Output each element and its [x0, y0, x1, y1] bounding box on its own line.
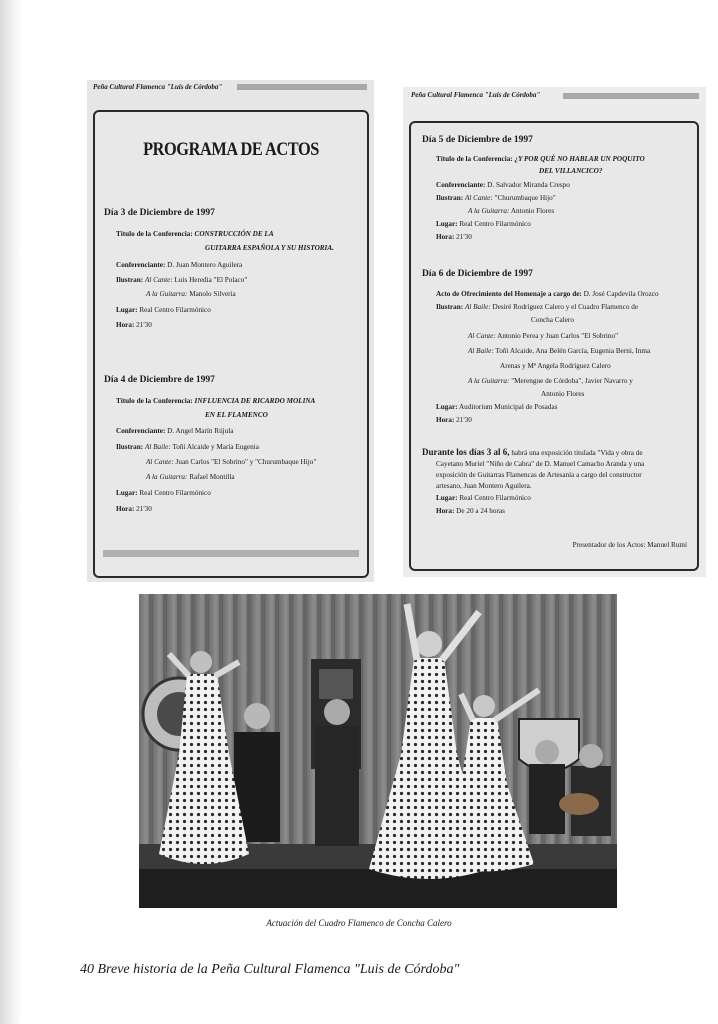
day-heading: Día 6 de Diciembre de 1997: [422, 269, 533, 279]
page-footer: 40 Breve historia de la Peña Cultural Flamenca "Luis de Córdoba": [80, 962, 460, 977]
time: Hora: 21'30: [116, 321, 152, 329]
program-panel-left: [87, 80, 374, 582]
conference-title: Título de la Conferencia: CONSTRUCCIÓN DE LA: [116, 230, 274, 238]
homage-act: Acto de Ofrecimiento del Homenaje a cargo de: D. José Capdevila Orozco: [436, 290, 659, 298]
performer-cante: Al Cante: Juan Carlos "El Sobrino" y "Churumbaque Hijo": [146, 458, 317, 466]
speaker: Conferenciante: D. Salvador Miranda Crespo: [436, 181, 570, 189]
footer-rule: [103, 550, 359, 557]
exhibition-line: exposición de Guitarras Flamencas de Artesanía a cargo del constructor: [436, 471, 642, 479]
day-heading: Día 3 de Diciembre de 1997: [104, 208, 215, 218]
performer-cante: Ilustran: Al Cante: Luis Heredia "El Polaco": [116, 276, 248, 284]
header-rule: [237, 84, 367, 90]
venue: Lugar: Auditorium Municipal de Posadas: [436, 403, 558, 411]
performer-baile-2: Al Baile: Toñi Alcaide, Ana Belén García, Eugenia Berni, Inma: [468, 347, 651, 355]
day-heading: Día 5 de Diciembre de 1997: [422, 135, 533, 145]
program-title: PROGRAMA DE ACTOS: [143, 139, 319, 160]
performer-baile-2-cont: Arenas y Mª Angela Rodríguez Calero: [500, 362, 611, 370]
program-box: [409, 121, 699, 571]
performer-guitar: A la Guitarra: Rafael Montilla: [146, 473, 235, 481]
venue: Lugar: Real Centro Filarmónico: [436, 220, 531, 228]
conference-title: Título de la Conferencia: INFLUENCIA DE RICARDO MOLINA: [116, 397, 316, 405]
flamenco-performance-photo: [139, 594, 617, 908]
performer-guitar: A la Guitarra: Antonio Flores: [468, 207, 555, 215]
venue: Lugar: Real Centro Filarmónico: [116, 489, 211, 497]
speaker: Conferenciante: D. Juan Montero Aguilera: [116, 261, 243, 269]
venue: Lugar: Real Centro Filarmónico: [116, 306, 211, 314]
time: Hora: 21'30: [436, 416, 472, 424]
header-rule: [563, 93, 699, 99]
exhibition-line: Durante los días 3 al 6, habrá una exposición titulada "Vida y obra de: [422, 447, 643, 457]
speaker: Conferenciante: D. Angel Marín Rújula: [116, 427, 234, 435]
performer-baile-cont: Concha Calero: [531, 316, 574, 324]
day-heading: Día 4 de Diciembre de 1997: [104, 375, 215, 385]
performer-guitar: A la Guitarra: Manolo Silveria: [146, 290, 236, 298]
photo-caption: Actuación del Cuadro Flamenco de Concha Calero: [266, 918, 452, 928]
presenter: Presentador de los Actos: Manuel Rumí: [572, 541, 687, 549]
program-panel-right: [403, 87, 706, 577]
time: Hora: 21'30: [116, 505, 152, 513]
conference-title-cont: EN EL FLAMENCO: [205, 411, 268, 419]
performer-guitar-cont: Antonio Flores: [541, 390, 585, 398]
conference-title: Título de la Conferencia: ¿Y POR QUÉ NO HABLAR UN POQUITO: [436, 155, 645, 163]
program-box: [93, 110, 369, 578]
panel-header: Peña Cultural Flamenca "Luis de Córdoba": [93, 83, 223, 91]
venue: Lugar: Real Centro Filarmónico: [436, 494, 531, 502]
panel-header: Peña Cultural Flamenca "Luis de Córdoba": [411, 91, 541, 99]
performer-cante: Al Cante: Antonio Perea y Juan Carlos "El Sobrino": [468, 332, 619, 340]
performer-baile: Ilustran: Al Baile: Toñi Alcaide y María Eugenia: [116, 443, 259, 451]
exhibition-line: Cayetano Muriel "Niño de Cabra" de D. Manuel Camacho Aranda y una: [436, 460, 645, 468]
conference-title-cont: GUITARRA ESPAÑOLA Y SU HISTORIA.: [205, 244, 334, 252]
performer-baile: Ilustran: Al Baile: Desiré Rodríguez Calero y el Cuadro Flamenco de: [436, 303, 639, 311]
page-binding-shadow: [0, 0, 22, 1024]
time: Hora: 21'30: [436, 233, 472, 241]
time: Hora: De 20 a 24 horas: [436, 507, 505, 515]
exhibition-line: artesano, Juan Montero Aguilera.: [436, 482, 532, 490]
performer-guitar: A la Guitarra: "Merengue de Córdoba", Javier Navarro y: [468, 377, 633, 385]
performer-cante: Ilustran: Al Cante: "Churumbaque Hijo": [436, 194, 556, 202]
conference-title-cont: DEL VILLANCICO?: [539, 167, 603, 175]
